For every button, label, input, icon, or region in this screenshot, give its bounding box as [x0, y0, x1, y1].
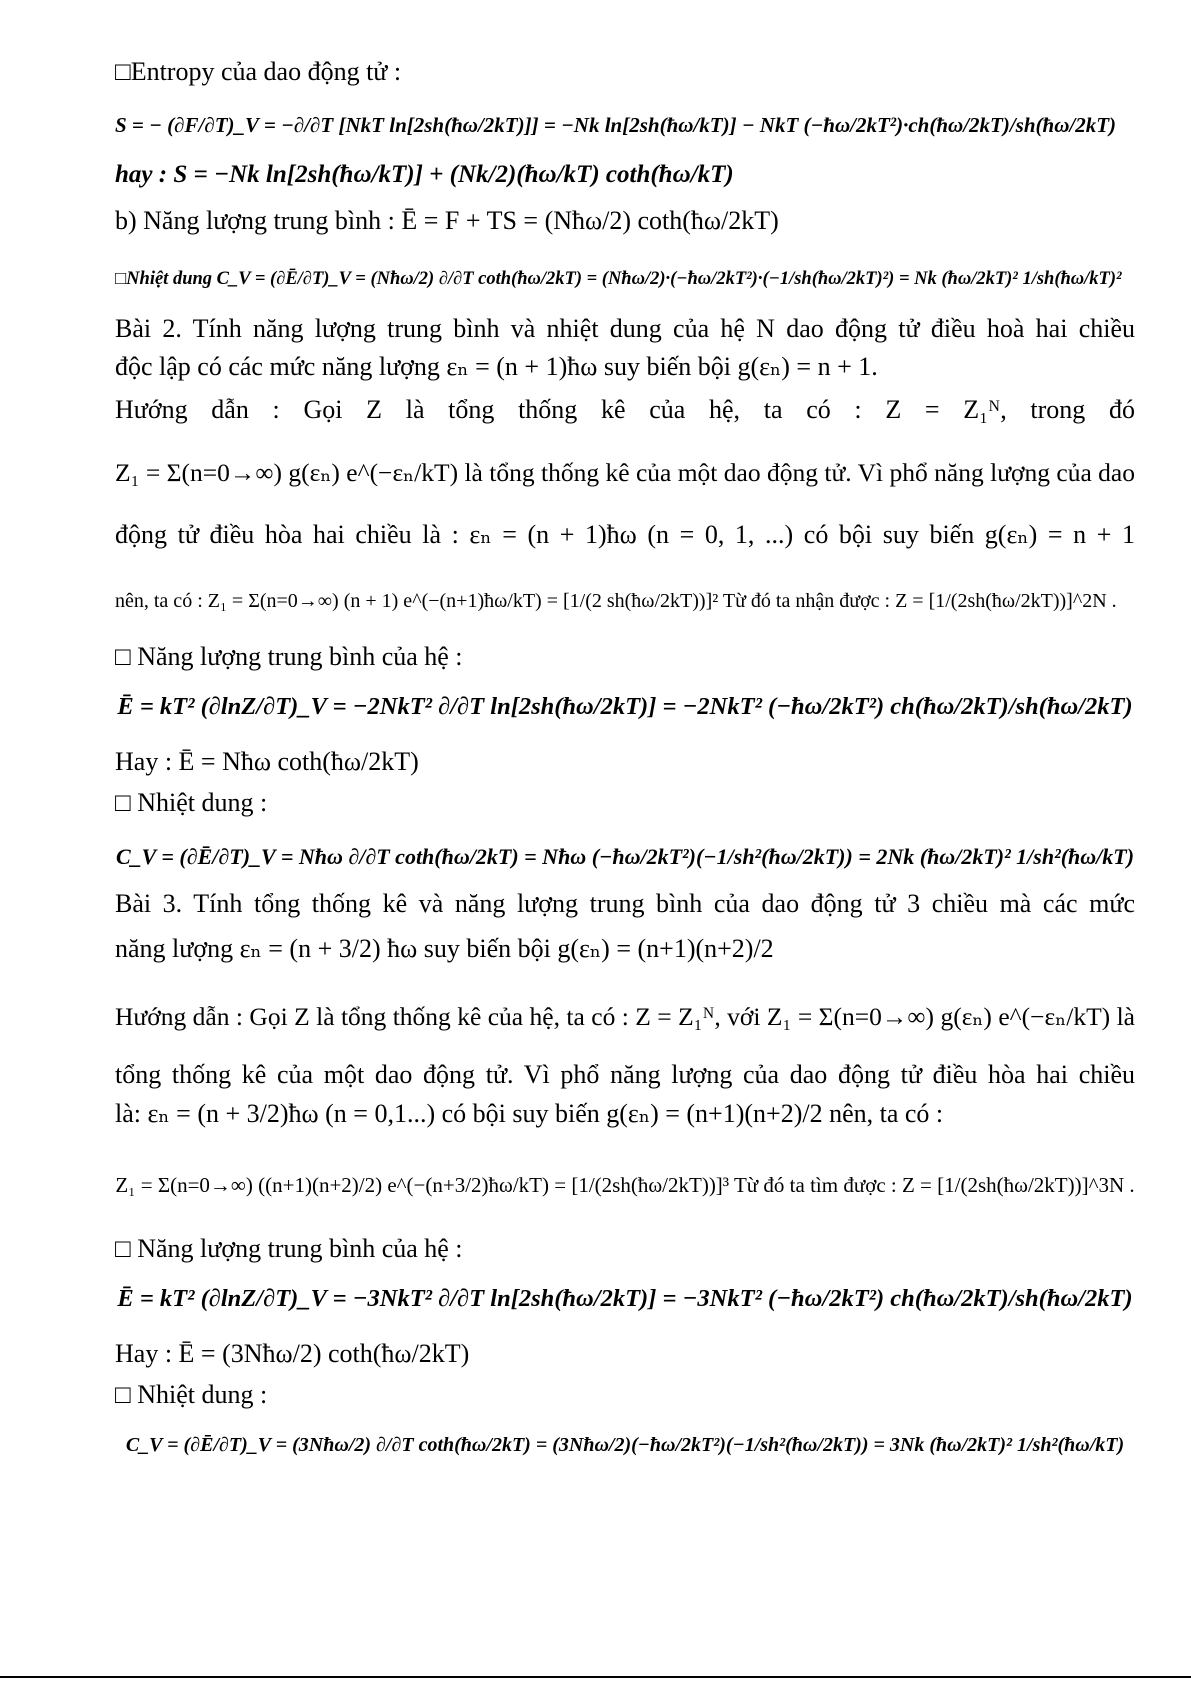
problem-2-mean-energy-result: Hay : Ē = Nħω coth(ħω/2kT) — [115, 747, 419, 776]
problem-2-title: Bài 2. Tính năng lượng trung bình và nhiệt dung của hệ N dao động tử điều hoà hai chiều — [115, 314, 1135, 343]
footer-rule — [0, 1676, 1191, 1678]
problem-2-statement: độc lập có các mức năng lượng εₙ = (n + 1)ħω suy biến bội g(εₙ) = n + 1. — [115, 352, 878, 381]
entropy-equation: S = − (∂F/∂T)_V = −∂/∂T [NkT ln[2sh(ħω/2kT)]] = −Nk ln[2sh(ħω/kT)] − NkT (−ħω/2kT²)·ch(ħω/2kT)/sh(ħω/2kT) — [115, 113, 1117, 137]
problem-3-spectrum-intro: tổng thống kê của một dao động tử. Vì phổ năng lượng của dao động tử điều hòa hai chiều — [115, 1060, 1135, 1089]
entropy-heading: □Entropy của dao động tử : — [115, 57, 402, 86]
problem-2-mean-energy-heading: □ Năng lượng trung bình của hệ : — [115, 642, 463, 671]
problem-3-title: Bài 3. Tính tổng thống kê và năng lượng trung bình của dao động tử 3 chiều mà các mức — [115, 889, 1135, 918]
problem-3-statement: năng lượng εₙ = (n + 3/2) ħω suy biến bội g(εₙ) = (n+1)(n+2)/2 — [115, 934, 774, 963]
entropy-equation-alt: hay : S = −Nk ln[2sh(ħω/kT)] + (Nk/2)(ħω/kT) coth(ħω/kT) — [115, 161, 734, 188]
problem-3-heat-capacity-heading: □ Nhiệt dung : — [115, 1380, 268, 1409]
problem-3-heat-capacity-equation: C_V = (∂Ē/∂T)_V = (3Nħω/2) ∂/∂T coth(ħω/2kT) = (3Nħω/2)(−ħω/2kT²)(−1/sh²(ħω/2kT)) = 3Nk (ħω/2kT)² 1/sh²(ħω/kT) — [125, 1434, 1125, 1456]
problem-3-mean-energy-equation: Ē = kT² (∂lnZ/∂T)_V = −3NkT² ∂/∂T ln[2sh(ħω/2kT)] = −3NkT² (−ħω/2kT²) ch(ħω/2kT)/sh(ħω/2kT) — [117, 1285, 1133, 1312]
problem-2-heat-capacity-equation: C_V = (∂Ē/∂T)_V = Nħω ∂/∂T coth(ħω/2kT) = Nħω (−ħω/2kT²)(−1/sh²(ħω/2kT)) = 2Nk (ħω/2kT)² 1/sh²(ħω/kT) — [115, 844, 1135, 869]
mean-energy-line: b) Năng lượng trung bình : Ē = F + TS = (Nħω/2) coth(ħω/2kT) — [115, 206, 779, 235]
problem-2-mean-energy-equation: Ē = kT² (∂lnZ/∂T)_V = −2NkT² ∂/∂T ln[2sh(ħω/2kT)] = −2NkT² (−ħω/2kT²) ch(ħω/2kT)/sh(ħω/2kT) — [117, 693, 1133, 720]
problem-3-mean-energy-result: Hay : Ē = (3Nħω/2) coth(ħω/2kT) — [115, 1339, 470, 1368]
problem-2-partition-result: nên, ta có : Z₁ = Σ(n=0→∞) (n + 1) e^(−(n+1)ħω/kT) = [1/(2 sh(ħω/2kT))]² Từ đó ta nhận được : Z = [1/(2sh(ħω/2kT))]^2N . — [115, 590, 1117, 612]
problem-2-spectrum: động tử điều hòa hai chiều là : εₙ = (n + 1)ħω (n = 0, 1, ...) có bội suy biến g(εₙ) = n + 1 — [115, 520, 1135, 549]
problem-2-hint: Hướng dẫn : Gọi Z là tổng thống kê của hệ, ta có : Z = Z₁ᴺ, trong đó — [115, 395, 1135, 424]
problem-3-mean-energy-heading: □ Năng lượng trung bình của hệ : — [115, 1234, 463, 1263]
problem-2-heat-capacity-heading: □ Nhiệt dung : — [115, 788, 268, 817]
problem-3-hint: Hướng dẫn : Gọi Z là tổng thống kê của hệ, ta có : Z = Z₁ᴺ, với Z₁ = Σ(n=0→∞) g(εₙ) e^(−εₙ/kT) là — [115, 1002, 1135, 1031]
problem-3-spectrum: là: εₙ = (n + 3/2)ħω (n = 0,1...) có bội suy biến g(εₙ) = (n+1)(n+2)/2 nên, ta có : — [115, 1099, 944, 1128]
problem-2-partition-single: Z₁ = Σ(n=0→∞) g(εₙ) e^(−εₙ/kT) là tổng thống kê của một dao động tử. Vì phổ năng lượng của dao — [115, 458, 1135, 487]
heat-capacity-equation: □Nhiệt dung C_V = (∂Ē/∂T)_V = (Nħω/2) ∂/∂T coth(ħω/2kT) = (Nħω/2)·(−ħω/2kT²)·(−1/sh(ħω/2kT)²) = Nk (ħω/2kT)² 1/sh(ħω/kT)² — [115, 269, 1122, 289]
problem-3-partition-result: Z₁ = Σ(n=0→∞) ((n+1)(n+2)/2) e^(−(n+3/2)ħω/kT) = [1/(2sh(ħω/2kT))]³ Từ đó ta tìm được : Z = [1/(2sh(ħω/2kT))]^3N . — [115, 1173, 1135, 1197]
